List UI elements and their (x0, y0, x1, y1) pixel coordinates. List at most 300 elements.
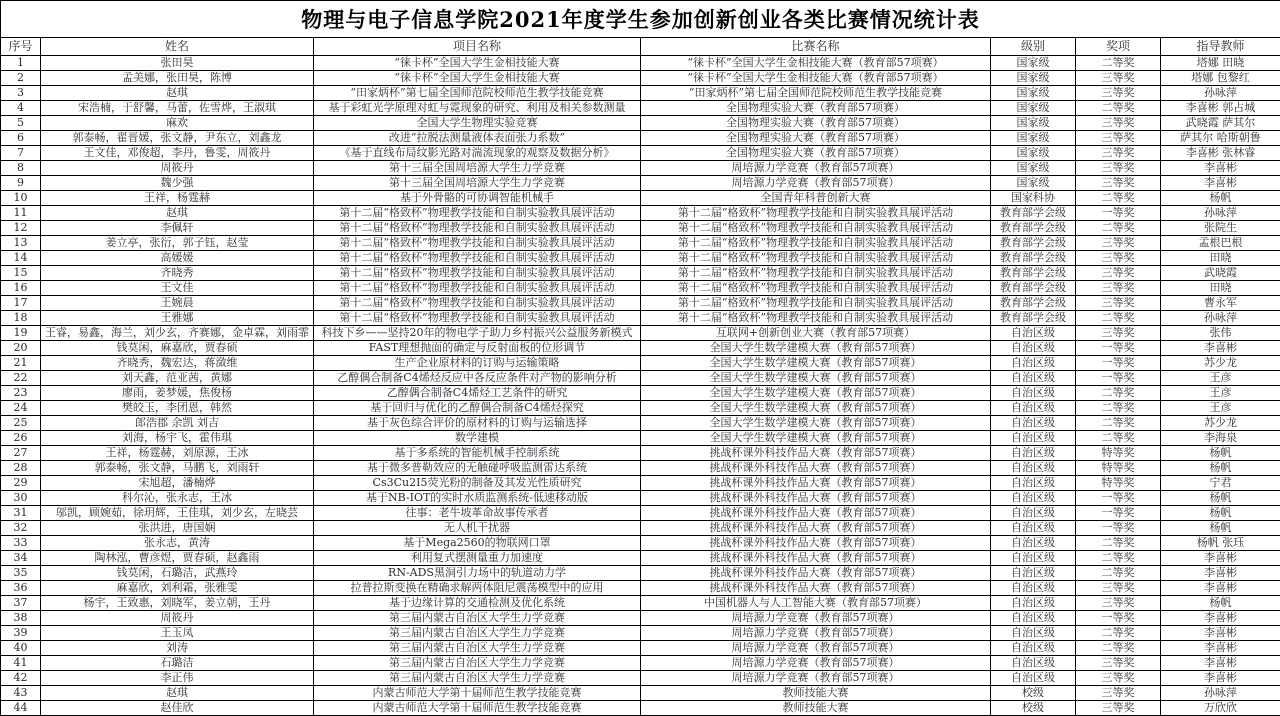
cell-names: 麻欢 (41, 116, 314, 131)
column-header-index: 序号 (1, 38, 41, 56)
cell-level: 自治区级 (991, 401, 1076, 416)
cell-advisors: 李海泉 (1161, 431, 1280, 446)
cell-level: 自治区级 (991, 596, 1076, 611)
cell-project: “徕卡杯”全国大学生金相技能大赛 (314, 71, 641, 86)
cell-project: 第三届内蒙古自治区大学生力学竞赛 (314, 641, 641, 656)
cell-advisors: 李喜彬 (1161, 566, 1280, 581)
cell-names: 张永志，黄涛 (41, 536, 314, 551)
cell-index: 28 (1, 461, 41, 476)
table-row (1, 116, 1280, 131)
cell-competition: 周培源力学竞赛（教育部57项赛） (641, 671, 991, 686)
cell-competition: “田家炳杯”第七届全国师范院校师范生教学技能竞赛 (641, 86, 991, 101)
cell-competition: 全国大学生数学建模大赛（教育部57项赛） (641, 416, 991, 431)
table-row (1, 611, 1280, 626)
cell-index: 2 (1, 71, 41, 86)
table-row (1, 656, 1280, 671)
cell-names: 陶林泓，曹彦煜，贾春硕，赵鑫雨 (41, 551, 314, 566)
cell-competition: 周培源力学竞赛（教育部57项赛） (641, 176, 991, 191)
cell-names: 王睿，易鑫，海兰，刘少玄，齐赛娜，金卓霖，刘雨霏 (41, 326, 314, 341)
cell-advisors: 武晓霞 萨其尔 (1161, 116, 1280, 131)
cell-index: 1 (1, 56, 41, 71)
cell-level: 校级 (991, 701, 1076, 716)
cell-names: 王玉凤 (41, 626, 314, 641)
cell-competition: 挑战杯课外科技作品大赛（教育部57项赛） (641, 536, 991, 551)
cell-competition: 周培源力学竞赛（教育部57项赛） (641, 161, 991, 176)
cell-competition: 全国物理实验大赛（教育部57项赛） (641, 131, 991, 146)
cell-competition: 周培源力学竞赛（教育部57项赛） (641, 641, 991, 656)
cell-project: 第三届内蒙古自治区大学生力学竞赛 (314, 656, 641, 671)
page-title: 物理与电子信息学院2021年度学生参加创新创业各类比赛情况统计表 (1, 1, 1280, 38)
cell-project: “田家炳杯”第七届全国师范院校师范生教学技能竞赛 (314, 86, 641, 101)
cell-index: 37 (1, 596, 41, 611)
cell-project: 全国大学生物理实验竞赛 (314, 116, 641, 131)
table-row (1, 476, 1280, 491)
cell-advisors: 苏少龙 (1161, 416, 1280, 431)
cell-index: 5 (1, 116, 41, 131)
cell-names: 钱莫闲，麻嘉欣，贾春硕 (41, 341, 314, 356)
cell-advisors: 孟根巴根 (1161, 236, 1280, 251)
cell-index: 32 (1, 521, 41, 536)
cell-names: 麻嘉欣，刘利霜，张雅雯 (41, 581, 314, 596)
cell-names: 石璐洁 (41, 656, 314, 671)
cell-competition: 挑战杯课外科技作品大赛（教育部57项赛） (641, 491, 991, 506)
cell-award: 一等奖 (1076, 206, 1161, 221)
table-row (1, 581, 1280, 596)
column-header-competition: 比赛名称 (641, 38, 991, 56)
cell-award: 一等奖 (1076, 341, 1161, 356)
cell-competition: 教师技能大赛 (641, 701, 991, 716)
cell-advisors: 曹永军 (1161, 296, 1280, 311)
cell-competition: 第十二届“格致杯”物理教学技能和自制实验教具展评活动 (641, 296, 991, 311)
cell-award: 二等奖 (1076, 566, 1161, 581)
cell-index: 31 (1, 506, 41, 521)
cell-advisors: 武晓霞 (1161, 266, 1280, 281)
cell-names: 王婉晨 (41, 296, 314, 311)
cell-level: 自治区级 (991, 536, 1076, 551)
table-row (1, 686, 1280, 701)
cell-project: 往事：老牛坡革命故事传承者 (314, 506, 641, 521)
table-body (1, 56, 1280, 716)
cell-competition: 全国大学生数学建模大赛（教育部57项赛） (641, 386, 991, 401)
cell-names: 姜立亭，张衍，郭子钰，赵莹 (41, 236, 314, 251)
cell-award: 三等奖 (1076, 656, 1161, 671)
table-row (1, 701, 1280, 716)
table-row (1, 536, 1280, 551)
cell-level: 自治区级 (991, 641, 1076, 656)
table-row (1, 236, 1280, 251)
cell-level: 教育部学会级 (991, 206, 1076, 221)
cell-level: 自治区级 (991, 476, 1076, 491)
cell-names: 赵琪 (41, 686, 314, 701)
cell-advisors: 杨帆 (1161, 506, 1280, 521)
cell-level: 自治区级 (991, 386, 1076, 401)
table-row (1, 146, 1280, 161)
cell-advisors: 李喜彬 (1161, 656, 1280, 671)
cell-level: 国家级 (991, 101, 1076, 116)
cell-names: 杨宇，王致惠，刘晓军，姜立朝，王丹 (41, 596, 314, 611)
cell-names: 宋浩楠，于舒馨，马蕾，佐雪烨，王淑琪 (41, 101, 314, 116)
cell-index: 35 (1, 566, 41, 581)
cell-award: 特等奖 (1076, 461, 1161, 476)
cell-competition: 挑战杯课外科技作品大赛（教育部57项赛） (641, 461, 991, 476)
table-row (1, 86, 1280, 101)
cell-award: 二等奖 (1076, 551, 1161, 566)
cell-competition: 周培源力学竞赛（教育部57项赛） (641, 611, 991, 626)
cell-level: 国家级 (991, 161, 1076, 176)
column-header-advisors: 指导教师 (1161, 38, 1280, 56)
cell-level: 教育部学会级 (991, 311, 1076, 326)
cell-advisors: 塔娜 包黎红 (1161, 71, 1280, 86)
cell-project: 第十二届“格致杯”物理教学技能和自制实验教具展评活动 (314, 221, 641, 236)
cell-names: 刘涛 (41, 641, 314, 656)
cell-award: 三等奖 (1076, 281, 1161, 296)
cell-award: 三等奖 (1076, 116, 1161, 131)
cell-competition: 第十二届“格致杯”物理教学技能和自制实验教具展评活动 (641, 236, 991, 251)
column-header-award: 奖项 (1076, 38, 1161, 56)
cell-index: 25 (1, 416, 41, 431)
cell-advisors: 杨帆 (1161, 191, 1280, 206)
table-row (1, 281, 1280, 296)
cell-level: 自治区级 (991, 566, 1076, 581)
cell-project: RN-ADS黑洞引力场中的轨道动力学 (314, 566, 641, 581)
cell-index: 40 (1, 641, 41, 656)
table-row (1, 296, 1280, 311)
table-row (1, 596, 1280, 611)
title-row (1, 1, 1280, 38)
table-row (1, 671, 1280, 686)
cell-advisors: 杨帆 (1161, 461, 1280, 476)
cell-project: 基于边缘计算的交通检测及优化系统 (314, 596, 641, 611)
cell-names: 钱莫闲，石璐洁，武燕玲 (41, 566, 314, 581)
cell-names: 魏少强 (41, 176, 314, 191)
table-row (1, 191, 1280, 206)
table-row (1, 566, 1280, 581)
cell-project: 《基于直线布局纹影光路对湍流现象的观察及数据分析》 (314, 146, 641, 161)
cell-advisors: 孙咏萍 (1161, 311, 1280, 326)
table-row (1, 221, 1280, 236)
cell-award: 三等奖 (1076, 146, 1161, 161)
cell-index: 29 (1, 476, 41, 491)
cell-advisors: 李喜彬 (1161, 341, 1280, 356)
column-header-level: 级别 (991, 38, 1076, 56)
cell-project: FAST理想抛面的确定与反射面板的位形调节 (314, 341, 641, 356)
cell-award: 三等奖 (1076, 686, 1161, 701)
cell-competition: 全国大学生数学建模大赛（教育部57项赛） (641, 371, 991, 386)
cell-advisors: 萨其尔 哈斯朝鲁 (1161, 131, 1280, 146)
cell-project: 基于外骨骼的可协调智能机械手 (314, 191, 641, 206)
table-row (1, 626, 1280, 641)
cell-level: 自治区级 (991, 431, 1076, 446)
cell-award: 二等奖 (1076, 536, 1161, 551)
table-row (1, 176, 1280, 191)
cell-level: 自治区级 (991, 491, 1076, 506)
cell-level: 自治区级 (991, 521, 1076, 536)
cell-award: 三等奖 (1076, 701, 1161, 716)
cell-index: 22 (1, 371, 41, 386)
cell-index: 12 (1, 221, 41, 236)
cell-names: 樊皎玉，李团恩，韩然 (41, 401, 314, 416)
cell-project: 乙醇偶合制备C4烯烃工艺条件的研究 (314, 386, 641, 401)
cell-award: 特等奖 (1076, 476, 1161, 491)
cell-competition: 互联网+创新创业大赛（教育部57项赛） (641, 326, 991, 341)
cell-project: 生产企业原材料的订购与运输策略 (314, 356, 641, 371)
cell-advisors: 李喜彬 (1161, 611, 1280, 626)
cell-project: 第十二届“格致杯”物理教学技能和自制实验教具展评活动 (314, 206, 641, 221)
cell-award: 二等奖 (1076, 626, 1161, 641)
cell-advisors: 李喜彬 (1161, 581, 1280, 596)
cell-index: 21 (1, 356, 41, 371)
cell-index: 30 (1, 491, 41, 506)
cell-advisors: 万欣欣 (1161, 701, 1280, 716)
cell-project: 基于多系统的智能机械手控制系统 (314, 446, 641, 461)
cell-index: 41 (1, 656, 41, 671)
cell-level: 教育部学会级 (991, 266, 1076, 281)
cell-index: 26 (1, 431, 41, 446)
cell-competition: 挑战杯课外科技作品大赛（教育部57项赛） (641, 566, 991, 581)
cell-award: 一等奖 (1076, 356, 1161, 371)
cell-level: 教育部学会级 (991, 296, 1076, 311)
cell-competition: 全国大学生数学建模大赛（教育部57项赛） (641, 401, 991, 416)
cell-project: 第十三届全国周培源大学生力学竞赛 (314, 176, 641, 191)
table-row (1, 341, 1280, 356)
cell-names: 李正伟 (41, 671, 314, 686)
table-row (1, 431, 1280, 446)
table-row (1, 161, 1280, 176)
cell-award: 二等奖 (1076, 401, 1161, 416)
cell-level: 国家级 (991, 146, 1076, 161)
table-row (1, 506, 1280, 521)
cell-award: 三等奖 (1076, 131, 1161, 146)
cell-index: 16 (1, 281, 41, 296)
cell-index: 23 (1, 386, 41, 401)
cell-advisors: 王彦 (1161, 386, 1280, 401)
cell-project: 科技下乡——坚持20年的物电学子助力乡村振兴公益服务新模式 (314, 326, 641, 341)
cell-project: 第十二届“格致杯”物理教学技能和自制实验教具展评活动 (314, 266, 641, 281)
cell-project: 基于彩虹光学原理对虹与霓现象的研究、利用及相关参数测量 (314, 101, 641, 116)
cell-award: 二等奖 (1076, 416, 1161, 431)
cell-project: 第三届内蒙古自治区大学生力学竞赛 (314, 626, 641, 641)
cell-competition: 全国物理实验大赛（教育部57项赛） (641, 146, 991, 161)
cell-advisors: 苏少龙 (1161, 356, 1280, 371)
cell-project: 改进“拉脱法测量液体表面张力系数” (314, 131, 641, 146)
cell-competition: 第十二届“格致杯”物理教学技能和自制实验教具展评活动 (641, 266, 991, 281)
cell-project: 第十二届“格致杯”物理教学技能和自制实验教具展评活动 (314, 236, 641, 251)
cell-index: 6 (1, 131, 41, 146)
cell-level: 自治区级 (991, 551, 1076, 566)
cell-advisors: 李喜彬 (1161, 176, 1280, 191)
cell-advisors: 杨帆 (1161, 491, 1280, 506)
cell-index: 3 (1, 86, 41, 101)
table-row (1, 266, 1280, 281)
cell-level: 自治区级 (991, 326, 1076, 341)
cell-advisors: 李喜彬 郭占城 (1161, 101, 1280, 116)
cell-award: 二等奖 (1076, 191, 1161, 206)
cell-advisors: 孙咏萍 (1161, 686, 1280, 701)
cell-level: 国家级 (991, 86, 1076, 101)
cell-award: 一等奖 (1076, 506, 1161, 521)
cell-competition: 教师技能大赛 (641, 686, 991, 701)
cell-advisors: 杨帆 (1161, 596, 1280, 611)
cell-advisors: 王彦 (1161, 401, 1280, 416)
cell-award: 特等奖 (1076, 446, 1161, 461)
cell-advisors: 李喜彬 (1161, 161, 1280, 176)
cell-competition: “徕卡杯”全国大学生金相技能大赛（教育部57项赛） (641, 56, 991, 71)
table-row (1, 71, 1280, 86)
cell-names: 李佩轩 (41, 221, 314, 236)
cell-names: 科尔沁，张永志，王冰 (41, 491, 314, 506)
cell-project: Cs3Cu2I5荧光粉的制备及其发光性质研究 (314, 476, 641, 491)
cell-level: 教育部学会级 (991, 281, 1076, 296)
table-row (1, 311, 1280, 326)
cell-competition: 中国机器人与人工智能大赛（教育部57项赛） (641, 596, 991, 611)
table-row (1, 326, 1280, 341)
cell-level: 国家级 (991, 176, 1076, 191)
table-row (1, 131, 1280, 146)
cell-level: 自治区级 (991, 581, 1076, 596)
cell-names: 赵佳欣 (41, 701, 314, 716)
cell-advisors: 张院生 (1161, 221, 1280, 236)
table-row (1, 371, 1280, 386)
cell-advisors: 田晓 (1161, 251, 1280, 266)
cell-competition: 挑战杯课外科技作品大赛（教育部57项赛） (641, 581, 991, 596)
cell-advisors: 李喜彬 张林睿 (1161, 146, 1280, 161)
header-row (1, 38, 1280, 56)
cell-index: 4 (1, 101, 41, 116)
cell-index: 36 (1, 581, 41, 596)
cell-award: 一等奖 (1076, 521, 1161, 536)
cell-competition: “徕卡杯”全国大学生金相技能大赛（教育部57项赛） (641, 71, 991, 86)
cell-advisors: 孙咏萍 (1161, 86, 1280, 101)
cell-level: 国家科协 (991, 191, 1076, 206)
cell-level: 自治区级 (991, 671, 1076, 686)
cell-award: 三等奖 (1076, 581, 1161, 596)
cell-award: 三等奖 (1076, 266, 1161, 281)
cell-award: 二等奖 (1076, 641, 1161, 656)
cell-level: 国家级 (991, 56, 1076, 71)
cell-level: 自治区级 (991, 506, 1076, 521)
cell-project: 基于灰色综合评价的原材料的订购与运输选择 (314, 416, 641, 431)
cell-award: 三等奖 (1076, 236, 1161, 251)
cell-advisors: 塔娜 田晓 (1161, 56, 1280, 71)
cell-competition: 全国物理实验大赛（教育部57项赛） (641, 101, 991, 116)
cell-level: 自治区级 (991, 611, 1076, 626)
cell-index: 17 (1, 296, 41, 311)
cell-competition: 第十二届“格致杯”物理教学技能和自制实验教具展评活动 (641, 251, 991, 266)
cell-level: 校级 (991, 686, 1076, 701)
cell-names: 张田昊 (41, 56, 314, 71)
cell-award: 一等奖 (1076, 611, 1161, 626)
cell-names: 王祥，杨霆赫 (41, 191, 314, 206)
table-row (1, 416, 1280, 431)
cell-names: 齐晓秀 (41, 266, 314, 281)
cell-names: 刘天鑫，范亚茜，黄娜 (41, 371, 314, 386)
cell-advisors: 李喜彬 (1161, 671, 1280, 686)
cell-project: 乙醇偶合制备C4烯烃反应中各反应条件对产物的影响分析 (314, 371, 641, 386)
cell-level: 教育部学会级 (991, 251, 1076, 266)
cell-award: 三等奖 (1076, 71, 1161, 86)
cell-level: 国家级 (991, 131, 1076, 146)
cell-award: 二等奖 (1076, 311, 1161, 326)
cell-level: 教育部学会级 (991, 221, 1076, 236)
cell-names: 郭泰畅，翟晋媛，张文静，尹东立，刘鑫龙 (41, 131, 314, 146)
cell-competition: 挑战杯课外科技作品大赛（教育部57项赛） (641, 476, 991, 491)
table-row (1, 491, 1280, 506)
cell-index: 9 (1, 176, 41, 191)
cell-project: 无人机干扰器 (314, 521, 641, 536)
cell-level: 自治区级 (991, 626, 1076, 641)
table-row (1, 251, 1280, 266)
cell-project: 内蒙古师范大学第十届师范生教学技能竞赛 (314, 686, 641, 701)
cell-advisors: 李喜彬 (1161, 641, 1280, 656)
cell-award: 三等奖 (1076, 296, 1161, 311)
cell-advisors: 孙咏萍 (1161, 206, 1280, 221)
cell-index: 34 (1, 551, 41, 566)
cell-award: 二等奖 (1076, 386, 1161, 401)
cell-level: 自治区级 (991, 341, 1076, 356)
cell-award: 二等奖 (1076, 431, 1161, 446)
cell-competition: 挑战杯课外科技作品大赛（教育部57项赛） (641, 551, 991, 566)
cell-advisors: 李喜彬 (1161, 551, 1280, 566)
cell-index: 8 (1, 161, 41, 176)
cell-names: 张洪进，唐国娴 (41, 521, 314, 536)
cell-competition: 第十二届“格致杯”物理教学技能和自制实验教具展评活动 (641, 221, 991, 236)
table-row (1, 461, 1280, 476)
cell-index: 10 (1, 191, 41, 206)
cell-level: 自治区级 (991, 356, 1076, 371)
cell-index: 11 (1, 206, 41, 221)
cell-advisors: 张伟 (1161, 326, 1280, 341)
table-row (1, 356, 1280, 371)
cell-names: 宋旭超，潘楠烨 (41, 476, 314, 491)
table-row (1, 446, 1280, 461)
cell-names: 王祥，杨霆赫，刘原源，王冰 (41, 446, 314, 461)
cell-level: 自治区级 (991, 461, 1076, 476)
cell-names: 赵琪 (41, 206, 314, 221)
cell-competition: 周培源力学竞赛（教育部57项赛） (641, 626, 991, 641)
cell-advisors: 王彦 (1161, 371, 1280, 386)
table-row (1, 401, 1280, 416)
cell-index: 20 (1, 341, 41, 356)
cell-index: 7 (1, 146, 41, 161)
cell-competition: 挑战杯课外科技作品大赛（教育部57项赛） (641, 446, 991, 461)
cell-index: 15 (1, 266, 41, 281)
cell-names: 孟美娜，张田昊，陈博 (41, 71, 314, 86)
cell-advisors: 宁君 (1161, 476, 1280, 491)
cell-project: 第十二届“格致杯”物理教学技能和自制实验教具展评活动 (314, 281, 641, 296)
cell-award: 一等奖 (1076, 491, 1161, 506)
cell-competition: 全国大学生数学建模大赛（教育部57项赛） (641, 341, 991, 356)
cell-index: 38 (1, 611, 41, 626)
cell-project: 利用复式摆测量重力加速度 (314, 551, 641, 566)
cell-advisors: 杨帆 (1161, 521, 1280, 536)
table-row (1, 206, 1280, 221)
cell-level: 国家级 (991, 71, 1076, 86)
cell-competition: 周培源力学竞赛（教育部57项赛） (641, 656, 991, 671)
cell-index: 19 (1, 326, 41, 341)
cell-competition: 第十二届“格致杯”物理教学技能和自制实验教具展评活动 (641, 206, 991, 221)
cell-award: 二等奖 (1076, 56, 1161, 71)
cell-names: 高媛媛 (41, 251, 314, 266)
table-row (1, 551, 1280, 566)
cell-index: 24 (1, 401, 41, 416)
table-row (1, 56, 1280, 71)
cell-project: “徕卡杯”全国大学生金相技能大赛 (314, 56, 641, 71)
cell-level: 自治区级 (991, 446, 1076, 461)
cell-index: 33 (1, 536, 41, 551)
cell-competition: 全国物理实验大赛（教育部57项赛） (641, 116, 991, 131)
cell-names: 刘海，杨宇飞，霍伟琪 (41, 431, 314, 446)
cell-names: 廖雨，姜梦媛，焦俊杨 (41, 386, 314, 401)
